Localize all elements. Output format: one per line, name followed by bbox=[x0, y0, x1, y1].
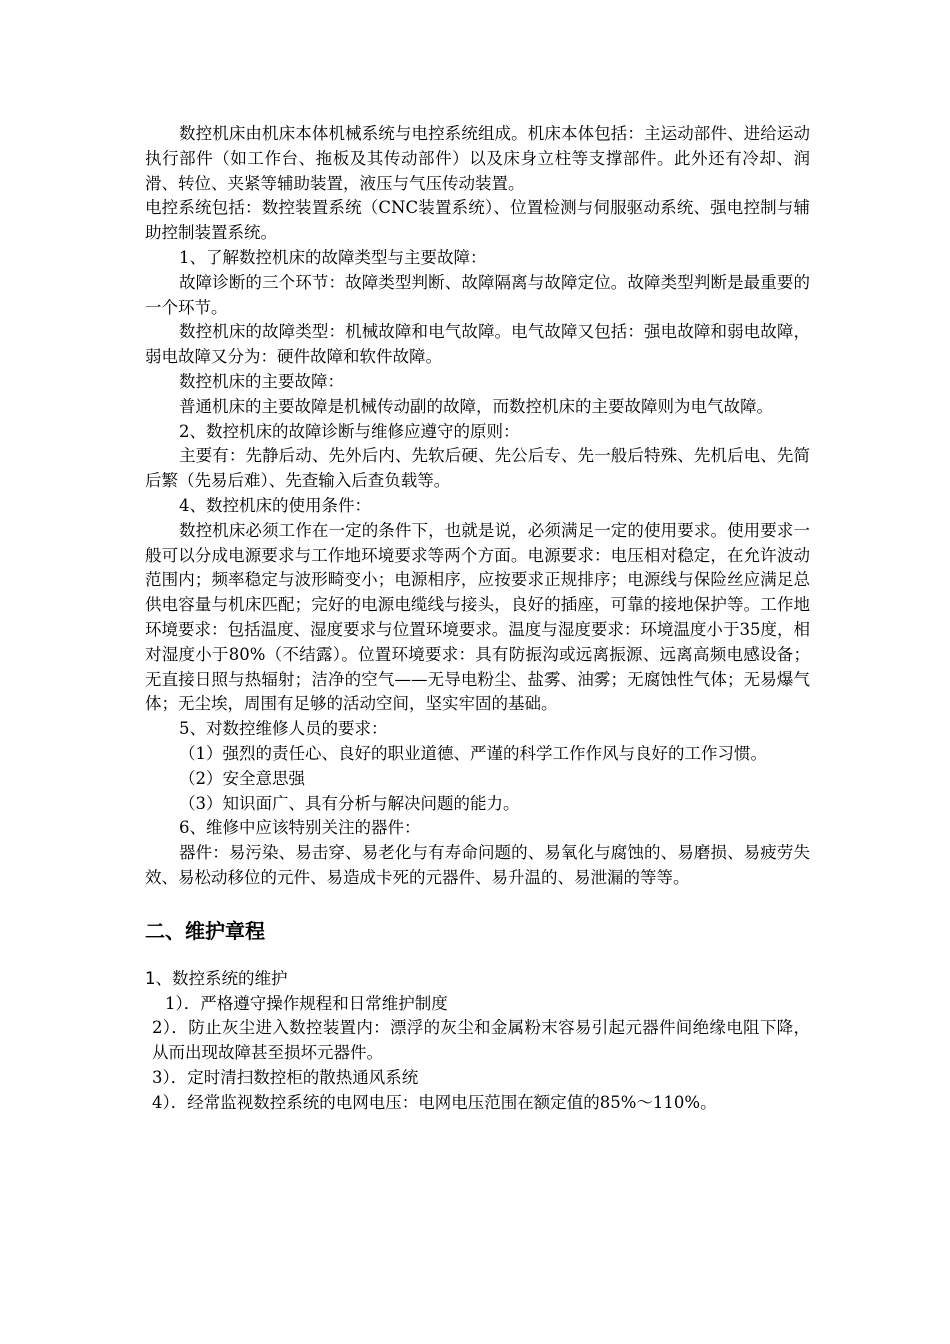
list-item: 3）．定时清扫数控柜的散热通风系统 bbox=[152, 1067, 419, 1087]
paragraph-main-faults: 普通机床的主要故障是机械传动副的故障，而数控机床的主要故障则为电气故障。 bbox=[179, 396, 773, 416]
paragraph-main-faults-title: 数控机床的主要故障： bbox=[179, 371, 344, 391]
paragraph-requirement-2: （2）安全意思强 bbox=[179, 768, 305, 788]
paragraph-usage-conditions-title: 4、数控机床的使用条件： bbox=[179, 495, 371, 515]
paragraph-usage-conditions: 数控机床必须工作在一定的条件下，也就是说，必须满足一定的使用要求。使用要求一般可以分成电源要求与工作地环境要求等两个方面。电源要求：电压相对稳定，在允许波动范围内；频率稳定与波形畸变小；电源相序，应按要求正规排序；电源线与保险丝应满足总供电容量与机床匹配；完好的电源电缆线与接头，良好的插座，可靠的接地保护等。工作地环境要求：包括温度、湿度要求与位置环境要求。温度与湿度要求：环境温度小于35度，相对湿度小于80%（不结露）。位置环境要求：具有防振沟或远离振源、远离高频电感设备；无直接日照与热辐射；洁净的空气——无导电粉尘、盐雾、油雾；无腐蚀性气体；无易爆气体；无尘埃，周围有足够的活动空间，坚实牢固的基础。 bbox=[145, 520, 810, 714]
paragraph-fault-categories: 数控机床的故障类型：机械故障和电气故障。电气故障又包括：强电故障和弱电故障，弱电故障又分为：硬件故障和软件故障。 bbox=[145, 322, 810, 367]
paragraph-electrical-control: 电控系统包括：数控装置系统（CNC装置系统）、位置检测与伺服驱动系统、强电控制与辅助控制装置系统。 bbox=[145, 198, 810, 243]
paragraph-principles-title: 2、数控机床的故障诊断与维修应遵守的原则： bbox=[179, 421, 520, 441]
paragraph-staff-requirements-title: 5、对数控维修人员的要求： bbox=[179, 719, 388, 739]
paragraph-requirement-3: （3）知识面广、具有分析与解决问题的能力。 bbox=[179, 793, 520, 813]
paragraph-fault-types-title: 1、了解数控机床的故障类型与主要故障： bbox=[179, 247, 487, 267]
paragraph-components: 器件：易污染、易击穿、易老化与有寿命问题的、易氧化与腐蚀的、易磨损、易疲劳失效、易松动移位的元件、易造成卡死的元器件、易升温的、易泄漏的等等。 bbox=[145, 843, 810, 887]
document-body bbox=[145, 122, 810, 1115]
list-item: 4）．经常监视数控系统的电网电压：电网电压范围在额定值的85%～110%。 bbox=[152, 1092, 717, 1112]
paragraph-principles: 主要有：先静后动、先外后内、先软后硬、先公后专、先一般后特殊、先机后电、先简后繁（先易后难）、先查输入后查负载等。 bbox=[145, 446, 810, 491]
paragraph-requirement-1: （1）强烈的责任心、良好的职业道德、严谨的科学工作作风与良好的工作习惯。 bbox=[179, 743, 767, 763]
list-item: 1）．严格遵守操作规程和日常维护制度 bbox=[165, 993, 448, 1013]
paragraph-components-title: 6、维修中应该特别关注的器件： bbox=[179, 818, 421, 838]
paragraph-diagnosis-steps: 故障诊断的三个环节：故障类型判断、故障隔离与故障定位。故障类型判断是最重要的一个环节。 bbox=[145, 272, 810, 317]
subsection-title-system-maintenance: 1、数控系统的维护 bbox=[145, 968, 288, 988]
paragraph-cnc-composition: 数控机床由机床本体机械系统与电控系统组成。机床本体包括：主运动部件、进给运动执行部件（如工作台、拖板及其传动部件）以及床身立柱等支撑部件。此外还有冷却、润滑、转位、夹紧等辅助装置，液压与气压传动装置。 bbox=[145, 124, 810, 193]
section-heading-maintenance: 二、维护章程 bbox=[145, 918, 265, 943]
list-item: 2）．防止灰尘进入数控装置内：漂浮的灰尘和金属粉末容易引起元器件间绝缘电阻下降，从而出现故障甚至损坏元器件。 bbox=[152, 1018, 810, 1063]
